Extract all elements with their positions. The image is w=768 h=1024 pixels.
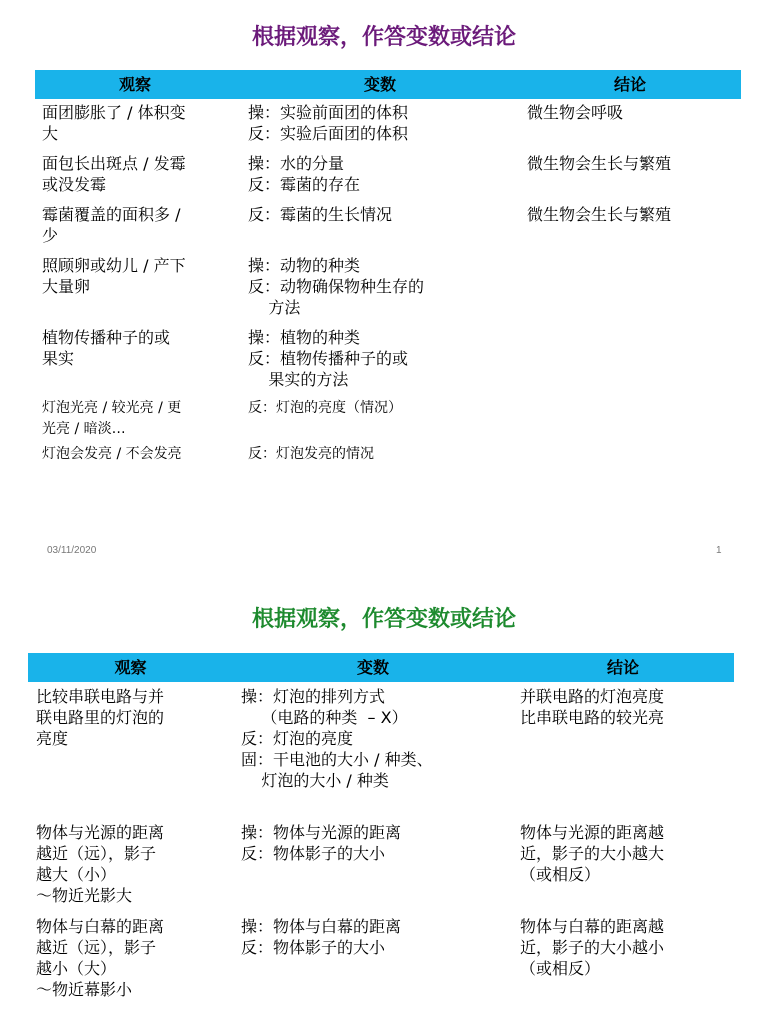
s1-row5-observation: 植物传播种子的或 果实: [42, 328, 171, 368]
s2-row3-observation: 物体与白幕的距离 越近（远），影子 越小（大） ～物近幕影小: [36, 917, 165, 999]
slide-2: [0, 578, 768, 1024]
page-number: 1: [716, 545, 722, 556]
slide-date: 03/11/2020: [47, 545, 97, 556]
s1-row3-observation: 霉菌覆盖的面积多 / 少: [42, 205, 181, 245]
s2-row2-variable: 操：物体与光源的距离 反：物体影子的大小: [241, 823, 402, 863]
s1-row4-variable: 操：动物的种类 反：动物确保物种生存的 方法: [248, 256, 425, 317]
slide-1-title: 根据观察，作答变数或结论: [251, 24, 516, 50]
s2-row2-observation: 物体与光源的距离 越近（远），影子 越大（小） ～物近光影大: [36, 823, 165, 905]
s2-row1-observation: 比较串联电路与并 联电路里的灯泡的 亮度: [36, 687, 165, 748]
s1-row7-variable: 反：灯泡发亮的情况: [248, 446, 374, 462]
header-variable: 变数: [363, 75, 396, 94]
s1-row5-variable: 操：植物的种类 反：植物传播种子的或 果实的方法: [248, 328, 409, 389]
s1-row2-conclusion: 微生物会生长与繁殖: [527, 154, 672, 173]
header-observation: 观察: [118, 75, 151, 94]
header-conclusion: 结论: [606, 658, 639, 677]
s1-row1-variable: 操：实验前面团的体积 反：实验后面团的体积: [248, 103, 409, 143]
s1-row6-variable: 反：灯泡的亮度（情况）: [248, 400, 402, 416]
slide-2-title: 根据观察，作答变数或结论: [251, 606, 516, 632]
s1-row4-observation: 照顾卵或幼儿 / 产下 大量卵: [42, 256, 186, 296]
s1-row3-variable: 反：霉菌的生长情况: [248, 205, 393, 224]
s1-row7-observation: 灯泡会发亮 / 不会发亮: [42, 446, 182, 462]
s2-row1-conclusion: 并联电路的灯泡亮度 比串联电路的较光亮: [520, 687, 665, 727]
s1-row2-observation: 面包长出斑点 / 发霉 或没发霉: [42, 154, 186, 194]
s1-row2-variable: 操：水的分量 反：霉菌的存在: [248, 154, 361, 194]
s1-row3-conclusion: 微生物会生长与繁殖: [527, 205, 672, 224]
s2-row3-conclusion: 物体与白幕的距离越 近，影子的大小越小 （或相反）: [520, 917, 665, 978]
header-conclusion: 结论: [613, 75, 646, 94]
header-observation: 观察: [114, 658, 147, 677]
s2-row3-variable: 操：物体与白幕的距离 反：物体影子的大小: [241, 917, 402, 957]
header-variable: 变数: [356, 658, 389, 677]
s1-row1-observation: 面团膨胀了 / 体积变 大: [42, 103, 186, 143]
s2-row1-variable: 操：灯泡的排列方式 （电路的种类 – X） 反：灯泡的亮度 固：干电池的大小 / 种类、 灯泡的大小 / 种类: [241, 687, 433, 790]
s1-row6-observation: 灯泡光亮 / 较光亮 / 更 光亮 / 暗淡…: [42, 400, 182, 437]
slide-2-table-header: [28, 653, 734, 682]
slide-1-table-header: [35, 70, 741, 99]
s1-row1-conclusion: 微生物会呼吸: [527, 103, 624, 122]
s2-row2-conclusion: 物体与光源的距离越 近，影子的大小越大 （或相反）: [520, 823, 665, 884]
